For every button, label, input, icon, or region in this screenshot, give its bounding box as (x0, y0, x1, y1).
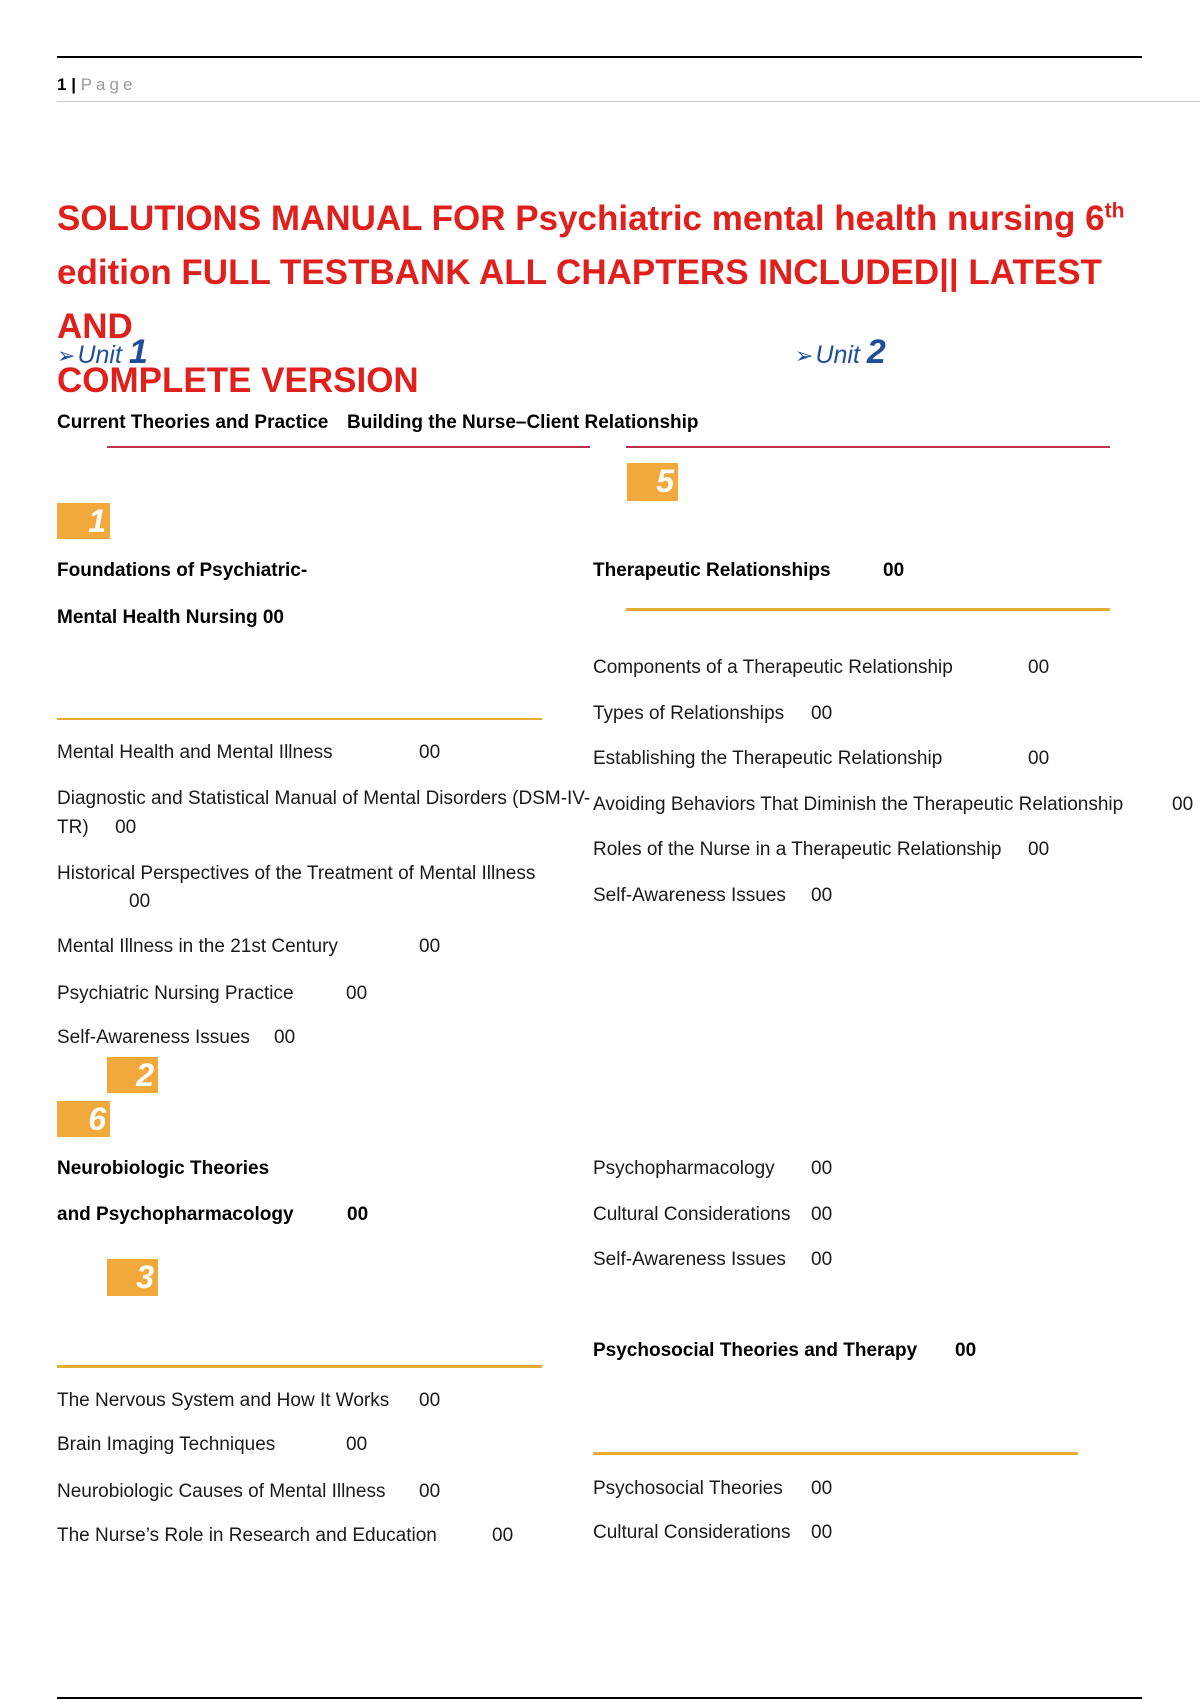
title-superscript: th (1104, 199, 1125, 223)
toc-item-label: The Nurse’s Role in Research and Education (57, 1525, 437, 1546)
toc-item-page: 00 (419, 742, 441, 763)
chapter-3-page: 00 (955, 1340, 977, 1361)
toc-item-label: Mental Illness in the 21st Century (57, 936, 338, 957)
toc-item-page: 00 (1172, 794, 1194, 815)
toc-item-page: 00 (115, 817, 137, 838)
unit-2-heading (795, 333, 886, 372)
toc-item (57, 1027, 250, 1049)
unit-2-divider (626, 446, 1110, 448)
toc-item-label: Roles of the Nurse in a Therapeutic Relationship (593, 839, 1002, 860)
toc-item-label: Cultural Considerations (593, 1204, 791, 1225)
arrow-icon: ➢ (57, 343, 76, 368)
toc-item-page: 00 (811, 1204, 833, 1225)
toc-item-label: Psychopharmacology (593, 1158, 775, 1179)
title-line-2: edition FULL TESTBANK ALL CHAPTERS INCLUDED|| LATEST AND (57, 253, 1102, 346)
toc-item-page: 00 (811, 1249, 833, 1270)
chapter-5-badge: 5 (627, 463, 678, 501)
chapter-5-title: Therapeutic Relationships (593, 560, 831, 581)
chapter-3-badge: 3 (107, 1259, 158, 1296)
toc-item-page: 00 (346, 983, 368, 1004)
chapter-1-badge: 1 (57, 503, 110, 539)
chapter-2-divider (57, 1365, 542, 1368)
toc-item-label: Historical Perspectives of the Treatment of Mental Illness (57, 863, 536, 884)
toc-item-label: Brain Imaging Techniques (57, 1434, 276, 1455)
toc-item-page: 00 (811, 1522, 833, 1543)
toc-item-page: 00 (492, 1525, 514, 1546)
toc-item-label: Self-Awareness Issues (57, 1027, 250, 1048)
chapter-6-badge: 6 (57, 1101, 110, 1137)
document-title (57, 192, 1167, 408)
toc-item-label: Types of Relationships (593, 703, 785, 724)
unit-2-title: Building the Nurse–Client Relationship (347, 412, 699, 433)
toc-item-page: 00 (1028, 748, 1050, 769)
toc-item-page: 00 (811, 1158, 833, 1179)
unit-1-heading (57, 333, 148, 372)
toc-item-label: Cultural Considerations (593, 1522, 791, 1543)
chapter-5-divider (626, 608, 1110, 611)
toc-item (57, 784, 597, 842)
page-separator: | (71, 75, 76, 94)
toc-item (57, 936, 338, 958)
toc-item-label: Avoiding Behaviors That Diminish the Therapeutic Relationship (593, 794, 1124, 815)
toc-item-label: The Nervous System and How It Works (57, 1390, 390, 1411)
toc-item-page: 00 (811, 885, 833, 906)
chapter-2-title-line-1: Neurobiologic Theories (57, 1158, 270, 1179)
toc-item-label: Psychiatric Nursing Practice (57, 983, 294, 1004)
chapter-2-page: 00 (347, 1204, 369, 1225)
top-rule (57, 56, 1142, 58)
toc-item-page: 00 (1028, 839, 1050, 860)
toc-item-page: 00 (1028, 657, 1050, 678)
toc-item-page: 00 (346, 1434, 368, 1455)
chapter-1-title-line-1: Foundations of Psychiatric- (57, 560, 308, 581)
unit-1-title: Current Theories and Practice (57, 412, 329, 433)
chapter-3-divider (593, 1452, 1078, 1455)
arrow-icon: ➢ (795, 343, 814, 368)
toc-item-label: Diagnostic and Statistical Manual of Mental Disorders (DSM-IV-TR) (57, 788, 591, 838)
toc-item (57, 742, 333, 764)
unit-number: 1 (128, 333, 148, 371)
page-word: Page (80, 75, 137, 94)
page-header (57, 75, 136, 95)
unit-1-divider (107, 446, 590, 448)
chapter-5-page: 00 (883, 560, 905, 581)
toc-item-page: 00 (811, 1478, 833, 1499)
toc-item-label: Neurobiologic Causes of Mental Illness (57, 1481, 386, 1502)
title-line-3: COMPLETE VERSION (57, 361, 419, 400)
toc-item-label: Components of a Therapeutic Relationship (593, 657, 953, 678)
bottom-rule (57, 1697, 1142, 1699)
toc-item-label: Establishing the Therapeutic Relationship (593, 748, 943, 769)
toc-item-label: Self-Awareness Issues (593, 1249, 786, 1270)
toc-item-page: 00 (419, 1390, 441, 1411)
unit-word: Unit (815, 341, 860, 369)
chapter-2-badge: 2 (107, 1057, 158, 1093)
toc-item-page: 00 (419, 1481, 441, 1502)
toc-item (57, 983, 294, 1005)
header-rule (57, 101, 1200, 102)
chapter-2-title-line-2: and Psychopharmacology (57, 1204, 294, 1225)
chapter-1-divider (57, 718, 542, 720)
toc-item-label: Mental Health and Mental Illness (57, 742, 333, 763)
unit-word: Unit (77, 341, 122, 369)
unit-number: 2 (866, 333, 886, 371)
toc-item-page: 00 (129, 891, 151, 912)
toc-item-label: Psychosocial Theories (593, 1478, 783, 1499)
chapter-1-title-line-2: Mental Health Nursing 00 (57, 607, 284, 628)
toc-item-page: 00 (419, 936, 441, 957)
chapter-3-title: Psychosocial Theories and Therapy (593, 1340, 918, 1361)
toc-item-page: 00 (274, 1027, 296, 1048)
title-line-1: SOLUTIONS MANUAL FOR Psychiatric mental health nursing 6 (57, 199, 1105, 238)
toc-item (57, 863, 535, 885)
toc-item-label: Self-Awareness Issues (593, 885, 786, 906)
page-number: 1 (57, 75, 67, 94)
toc-item-page: 00 (811, 703, 833, 724)
